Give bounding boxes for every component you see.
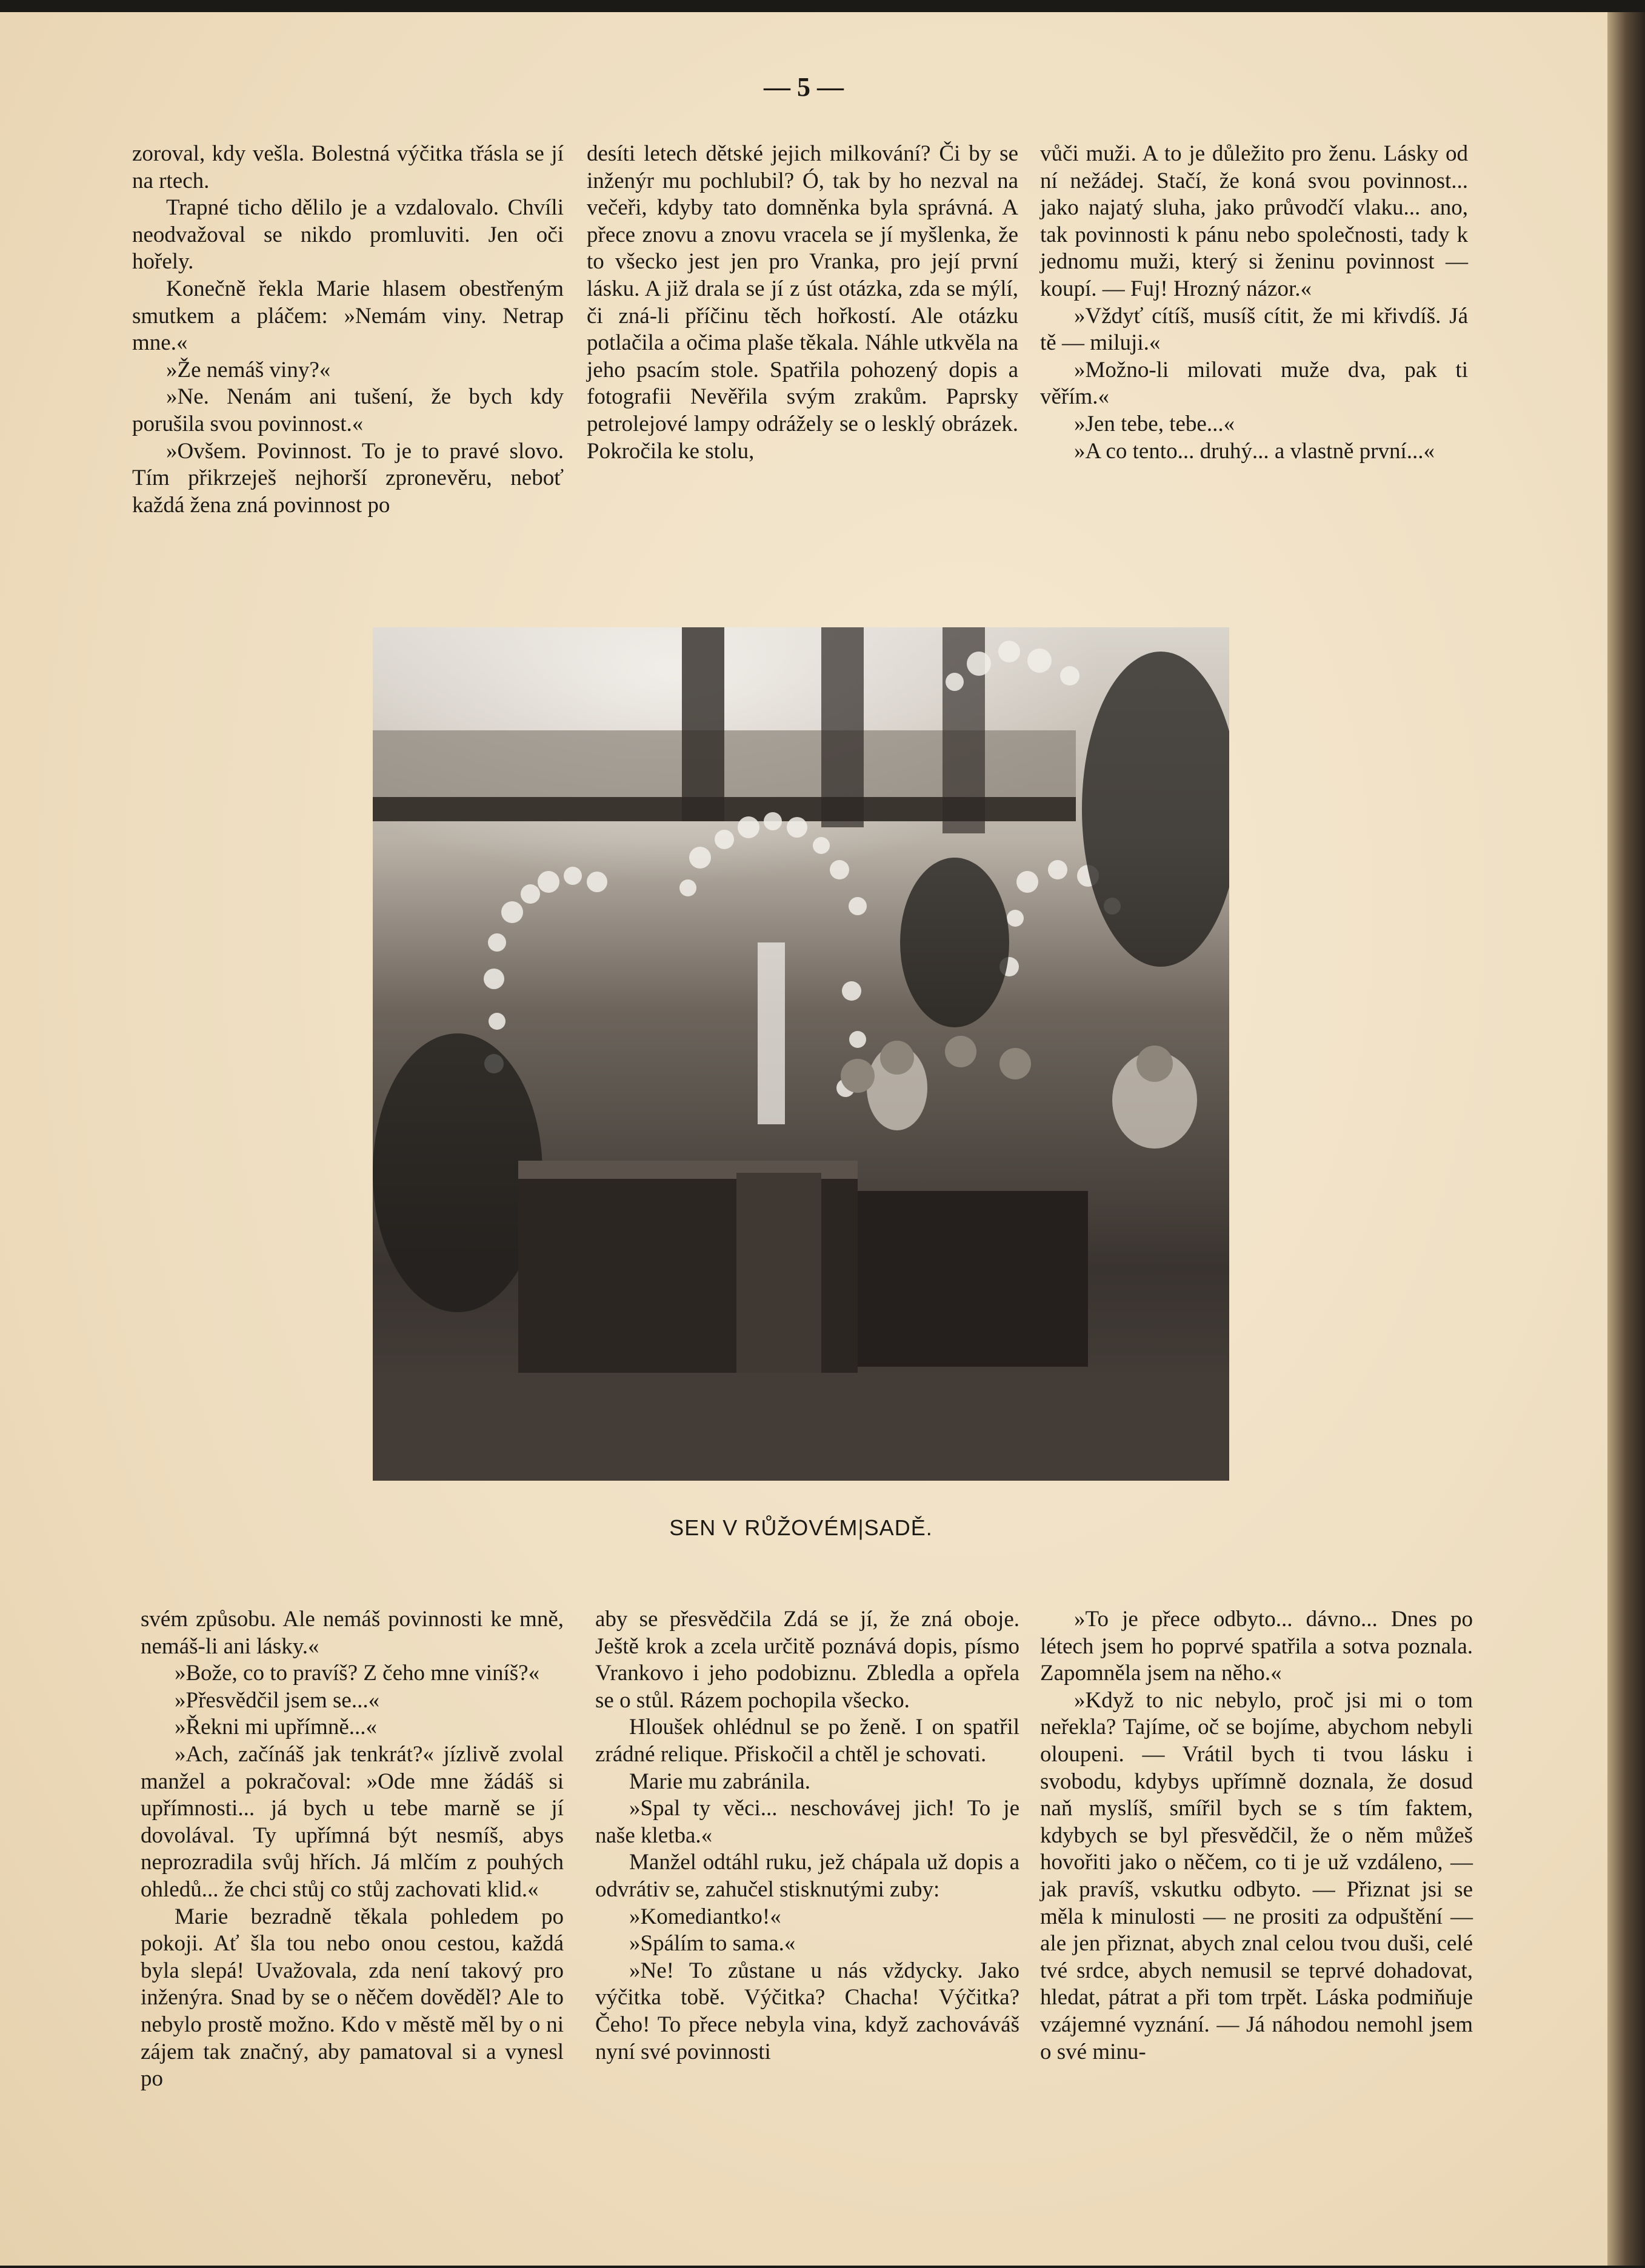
paragraph: »Bože, co to pravíš? Z čeho mne viníš?«: [175, 1661, 540, 1686]
photograph-garden-booth: [373, 627, 1229, 1481]
text-column-top-1: [132, 141, 564, 519]
paragraph: »Ach, začínáš jak tenkrát?« jízlivě zvolal manžel a pokračoval: »Ode mne žádáš si upřímnosti... já bych u tebe marně se jí dovolával. Ty upřímná být nesmíš, abys neprozradila svůj hřích. Já mlčím z pouhých ohledů... že chci stůj co stůj zachovati klid.«: [141, 1741, 564, 1902]
paragraph: »A co tento... druhý... a vlastně první...«: [1074, 438, 1435, 464]
photo-caption: SEN V RŮŽOVÉM|SADĚ.: [669, 1515, 933, 1540]
paragraph: »Spal ty věci... neschovávej jich! To je naše kletba.«: [595, 1796, 1019, 1848]
paragraph: desíti letech dětské jejich milkování? Či by se inženýr mu pochlubil? Ó, tak by ho nezval na večeři, kdyby tato domněnka byla správná. A přece znovu a znovu vracela se jí myšlenka, že to všecko jest jen pro Vranka, pro její první lásku. A již drala se jí z úst otázka, zda se mýlí, či zná-li příčinu těch hořkostí. Ale otázku potlačila a očima plaše těkala. Náhle utkvěla na jeho psacím stole. Spatřila pohozený dopis a fotografii Nevěřila svým zrakům. Paprsky petrolejové lampy odrážely se o lesklý obrázek. Pokročila ke stolu,: [587, 141, 1018, 464]
paragraph: Marie bezradně těkala pohledem po pokoji. Ať šla tou nebo onou cestou, každá byla slepá! Uvažovala, zda není takový pro inženýra. Snad by se o něčem dověděl? Ale to nebylo prostě možno. Kdo v městě měl by o ni zájem tak značný, aby pamatoval si a vynesl po: [141, 1904, 564, 2092]
paragraph: vůči muži. A to je důležito pro ženu. Lásky od ní nežádej. Stačí, že koná svou povinnost... jako najatý sluha, jako průvodčí vlaku... ano, tak povinnosti k pánu nebo společnosti, tady k jednomu muži, který si ženinu povinnost — koupí. — Fuj! Hrozný názor.«: [1040, 141, 1468, 301]
text-column-bottom-3: [1040, 1606, 1473, 2066]
text-column-bottom-2: [595, 1606, 1019, 2066]
paragraph: »Řekni mi upřímně...«: [175, 1715, 377, 1740]
paragraph: »To je přece odbyto... dávno... Dnes po létech jsem ho poprvé spatřila a sotva poznala. Zapomněla jsem na něho.«: [1040, 1607, 1473, 1686]
paragraph: »Komediantko!«: [629, 1904, 781, 1929]
paragraph: »Vždyť cítíš, musíš cítit, že mi křivdíš. Já tě — miluji.«: [1040, 303, 1468, 356]
text-column-top-2: [587, 141, 1018, 465]
paragraph: Marie mu zabránila.: [629, 1769, 810, 1794]
paragraph: »Spálím to sama.«: [629, 1931, 796, 1956]
paragraph: »Jen tebe, tebe...«: [1074, 411, 1235, 436]
page-edge: [1607, 12, 1645, 2266]
page-number: — 5 —: [764, 72, 844, 102]
text-column-top-3: [1040, 141, 1468, 465]
paragraph: Manžel odtáhl ruku, jež chápala už dopis a odvrátiv se, zahučel stisknutými zuby:: [595, 1850, 1019, 1902]
paragraph: »Že nemáš viny?«: [166, 357, 331, 382]
paragraph: »Možno-li milovati muže dva, pak ti věřím.«: [1040, 357, 1468, 410]
paragraph: zoroval, kdy vešla. Bolestná výčitka třásla se jí na rtech.: [132, 141, 564, 193]
paragraph: Hloušek ohlédnul se po ženě. I on spatřil zrádné relique. Přiskočil a chtěl je schovati.: [595, 1715, 1019, 1767]
text-column-bottom-1: [141, 1606, 564, 2093]
paragraph: »Ne. Nenám ani tušení, že bych kdy porušila svou povinnost.«: [132, 384, 564, 436]
paragraph: svém způsobu. Ale nemáš povinnosti ke mně, nemáš-li ani lásky.«: [141, 1607, 564, 1659]
paragraph: Trapné ticho dělilo je a vzdalovalo. Chvíli neodvažoval se nikdo promluviti. Jen oči hořely.: [132, 195, 564, 275]
paragraph: Konečně řekla Marie hlasem obestřeným smutkem a pláčem: »Nemám viny. Netrap mne.«: [132, 276, 564, 356]
paragraph: »Přesvědčil jsem se...«: [175, 1687, 380, 1713]
booth-table: [518, 1161, 1088, 1373]
paragraph: aby se přesvědčila Zdá se jí, že zná oboje. Ještě krok a zcela určitě poznává dopis, písmo Vrankovo i jeho podobiznu. Zbledla a opřela se o stůl. Rázem pochopila všecko.: [595, 1607, 1019, 1713]
paragraph: »Když to nic nebylo, proč jsi mi o tom neřekla? Tajíme, oč se bojíme, abychom nebyli oloupeni. — Vrátil bych ti tvou lásku i svobodu, kdybys upřímně doznala, že dosud naň myslíš, smířil bych se s tím faktem, kdybych se byl přesvědčil, že o něm můžeš hovořiti jako o něčem, co ti je už vzdáleno, — jak pravíš, vskutku odbyto. — Přiznat jsi se měla k minulosti — ne prositi za odpuštění — ale jen přiznat, abych znal celou tvou duši, celé tvé srdce, abych nemusil se teprvé dohadovat, hledat, pátrat a při tom trpět. Láska podmiňuje vzájemné vyznání. — Já náhodou nemohl jsem o své minu-: [1040, 1687, 1473, 2064]
paragraph: »Ne! To zůstane u nás vždycky. Jako výčitka tobě. Výčitka? Chacha! Výčitka? Čeho! To přece nebyla vina, když zachováváš nyní své povinnosti: [595, 1958, 1019, 2064]
paragraph: »Ovšem. Povinnost. To je to pravé slovo. Tím přikrzeješ nejhorší zpronevěru, neboť každá žena zná povinnost po: [132, 438, 564, 518]
